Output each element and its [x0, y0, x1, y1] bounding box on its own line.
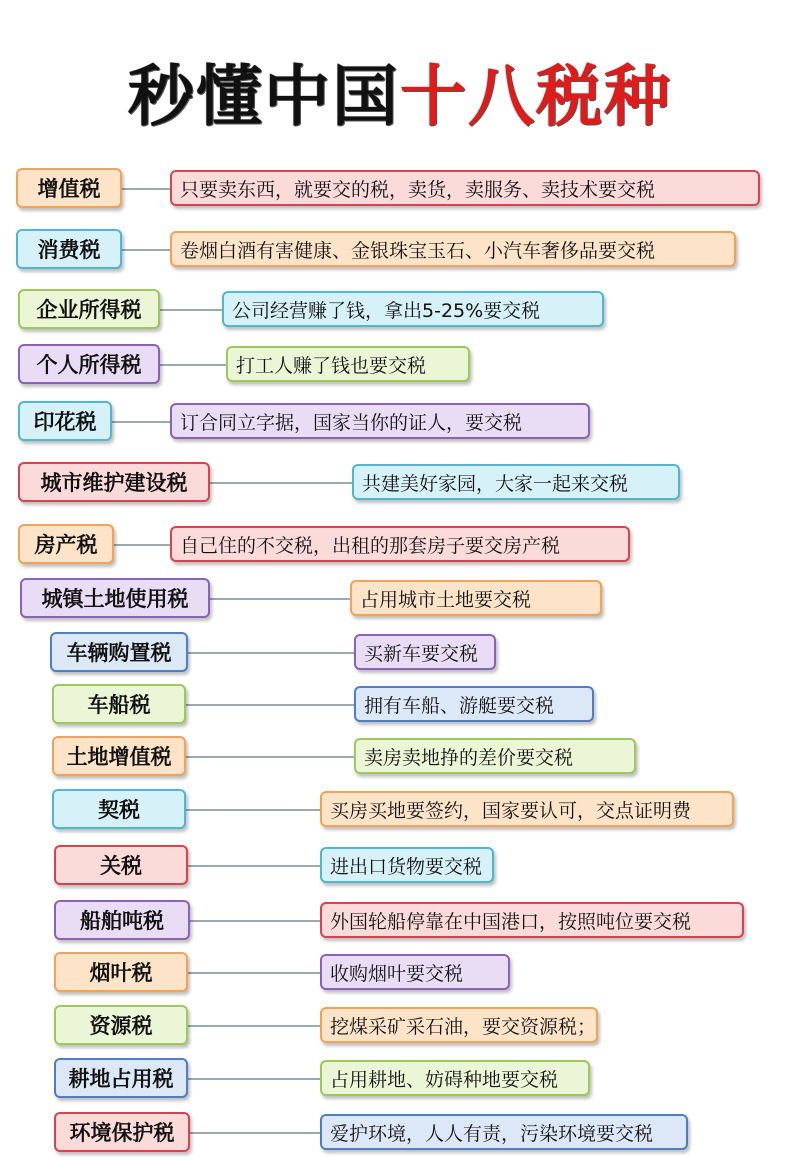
tax-name-tag: 印花税	[18, 401, 112, 441]
connector-line	[186, 756, 354, 758]
connector-line	[188, 865, 320, 867]
tax-name-tag: 环境保护税	[54, 1112, 190, 1152]
tax-description: 公司经营赚了钱，拿出5-25%要交税	[222, 291, 604, 327]
tax-name-tag: 船舶吨税	[54, 900, 190, 940]
tax-description: 卖房卖地挣的差价要交税	[354, 738, 636, 774]
tax-name-tag: 土地增值税	[52, 736, 186, 776]
tax-row	[0, 524, 800, 568]
tax-description: 订合同立字据，国家当你的证人，要交税	[170, 403, 590, 439]
tax-row	[0, 229, 800, 273]
tax-name-tag: 企业所得税	[18, 289, 160, 329]
tax-name-tag: 消费税	[16, 229, 122, 269]
title-part1: 秒懂中国	[128, 58, 400, 135]
tax-row	[0, 952, 800, 996]
tax-description: 进出口货物要交税	[320, 847, 494, 883]
tax-name-tag: 城市维护建设税	[18, 462, 210, 502]
connector-line	[112, 421, 170, 423]
tax-description: 自己住的不交税，出租的那套房子要交房产税	[170, 526, 630, 562]
tax-row	[0, 1058, 800, 1102]
tax-description: 拥有车船、游艇要交税	[354, 686, 594, 722]
tax-name-tag: 个人所得税	[18, 344, 160, 384]
connector-line	[122, 249, 170, 251]
connector-line	[188, 972, 320, 974]
tax-description: 买房买地要签约，国家要认可，交点证明费	[320, 791, 734, 827]
tax-description: 外国轮船停靠在中国港口，按照吨位要交税	[320, 902, 744, 938]
tax-name-tag: 契税	[52, 789, 186, 829]
tax-row	[0, 289, 800, 333]
connector-line	[190, 920, 320, 922]
connector-line	[188, 1078, 320, 1080]
tax-description: 卷烟白酒有害健康、金银珠宝玉石、小汽车奢侈品要交税	[170, 231, 736, 267]
tax-name-tag: 烟叶税	[54, 952, 188, 992]
connector-line	[160, 309, 222, 311]
tax-description: 收购烟叶要交税	[320, 954, 510, 990]
connector-line	[188, 652, 354, 654]
tax-row	[0, 736, 800, 780]
tax-description: 打工人赚了钱也要交税	[226, 346, 470, 382]
connector-line	[190, 1132, 320, 1134]
tax-description: 挖煤采矿采石油，要交资源税；	[320, 1007, 598, 1043]
connector-line	[114, 544, 170, 546]
tax-name-tag: 房产税	[18, 524, 114, 564]
tax-row	[0, 632, 800, 676]
tax-description: 共建美好家园，大家一起来交税	[352, 464, 680, 500]
tax-name-tag: 关税	[54, 845, 188, 885]
tax-name-tag: 车辆购置税	[50, 632, 188, 672]
title-part2: 十八税种	[400, 58, 672, 135]
tax-row	[0, 462, 800, 506]
page-title	[0, 52, 800, 142]
connector-line	[188, 1025, 320, 1027]
tax-row	[0, 1112, 800, 1156]
connector-line	[210, 482, 352, 484]
tax-row	[0, 845, 800, 889]
connector-line	[186, 809, 320, 811]
tax-row	[0, 578, 800, 622]
tax-row	[0, 401, 800, 445]
connector-line	[210, 598, 350, 600]
tax-name-tag: 增值税	[16, 168, 122, 208]
connector-line	[160, 364, 226, 366]
tax-description: 占用城市土地要交税	[350, 580, 602, 616]
tax-row	[0, 168, 800, 212]
tax-name-tag: 城镇土地使用税	[20, 578, 210, 618]
tax-description: 买新车要交税	[354, 634, 496, 670]
tax-row	[0, 684, 800, 728]
tax-name-tag: 资源税	[54, 1005, 188, 1045]
tax-description: 只要卖东西，就要交的税，卖货，卖服务、卖技术要交税	[170, 170, 760, 206]
tax-description: 爱护环境，人人有责，污染环境要交税	[320, 1114, 688, 1150]
connector-line	[186, 704, 354, 706]
tax-row	[0, 344, 800, 388]
tax-row	[0, 789, 800, 833]
tax-row	[0, 900, 800, 944]
tax-name-tag: 耕地占用税	[54, 1058, 188, 1098]
tax-row	[0, 1005, 800, 1049]
connector-line	[122, 188, 170, 190]
tax-description: 占用耕地、妨碍种地要交税	[320, 1060, 590, 1096]
tax-name-tag: 车船税	[52, 684, 186, 724]
